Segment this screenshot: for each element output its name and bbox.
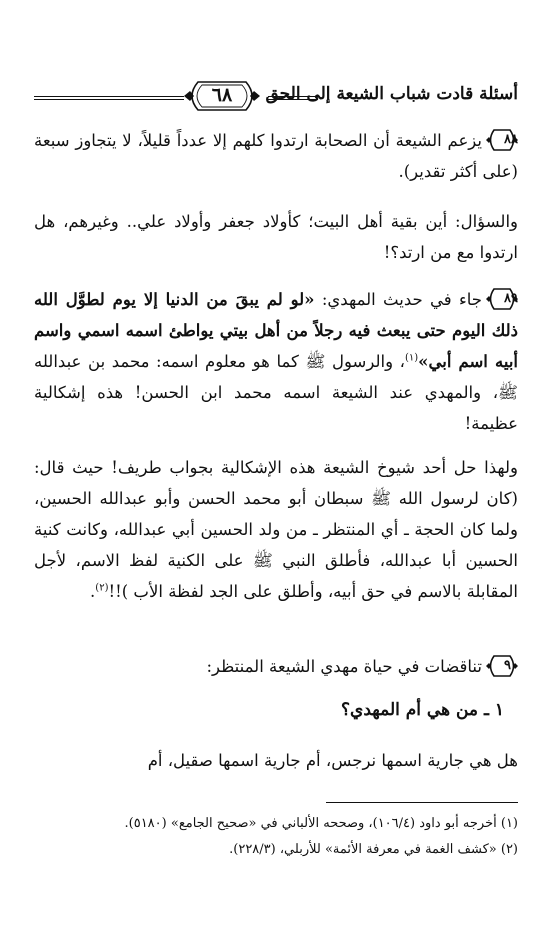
hadith-quote: «لو لم يبقَ من الدنيا إلا يوم لطوَّل الله ذلك اليوم حتى يبعث فيه رجلاً من أهل بيتي يواطئ اسمه اسمي واسم أبيه اسم أبي» [34,290,518,371]
paragraph-q90 [34,651,518,682]
q88-text: يزعم الشيعة أن الصحابة ارتدوا كلهم إلا عدداً قليلاً، لا يتجاوز سبعة (على أكثر تقدير). [34,131,518,181]
paragraph-q89 [34,284,518,439]
footnote-1: (١) أخرجه أبو داود (١٠٦/٤)، وصححه الألباني في «صحيح الجامع» (٥١٨٠). [124,816,518,831]
q90-text: تناقضات في حياة مهدي الشيعة المنتظر: [206,657,482,676]
page-number: ٦٨ [211,84,233,106]
header-rule-left [34,96,184,100]
page-number-ornament [184,79,260,113]
paragraph-q89-answer: ولهذا حل أحد شيوخ الشيعة هذه الإشكالية بجواب طريف! حيث قال: (كان لرسول الله ﷺ سبطان أبو محمد الحسن وأبو عبدالله الحسين، ولما كان الحجة ـ أي المنتظر ـ من ولد الحسين أبي عبدالله، وكانت كنية الحسين أبا عبدالله، فأطلق النبي ﷺ على الكنية لفظ الاسم، لأجل المقابلة بالاسم في حق أبيه، وأطلق على الجد لفظة الأب )!!$^{(٢)}$. [34,458,518,601]
subheading-mahdi-mother: ١ ـ من هي أم المهدي؟ [341,700,504,720]
footnote-2: (٢) «كشف الغمة في معرفة الأئمة» للأربلي، (٢٢٨/٣). [229,842,518,857]
q89-intro: جاء في حديث المهدي: [321,290,483,309]
page-header [34,70,518,114]
question-badge-90: ٩٠ [486,654,518,678]
footnote-ref-1: (١) [404,352,419,364]
q89-rest: ، والرسول ﷺ كما هو معلوم اسمه: محمد بن عبدالله ﷺ، والمهدي عند الشيعة اسمه محمد ابن الحسن! هذه إشكالية عظيمة! [34,352,518,433]
last-paragraph-text: هل هي جارية اسمها نرجس، أم جارية اسمها صقيل، أم [147,751,518,770]
paragraph-q88 [34,125,518,187]
footnote-separator [326,802,518,803]
q88-question-text: والسؤال: أين بقية أهل البيت؛ كأولاد جعفر وأولاد علي.. وغيرهم، هل ارتدوا مع من ارتد؟! [34,212,518,262]
question-badge-88: ٨٨ [486,128,518,152]
paragraph-last [34,745,518,776]
question-badge-89: ٨٩ [486,287,518,311]
footnote-ref-2: (٢) [95,582,109,594]
q89-answer-text: ولهذا حل أحد شيوخ الشيعة هذه الإشكالية بجواب طريف! حيث قال: (كان لرسول الله ﷺ سبطان أبو محمد الحسن وأبو عبدالله الحسين، ولما كان الحجة ـ أي المنتظر ـ من ولد الحسين أبي عبدالله، وكانت كنية الحسين أبا عبدالله، فأطلق النبي ﷺ على الكنية لفظ الاسم، لأجل المقابلة بالاسم في حق أبيه، وأطلق على الجد لفظة الأب )!! [34,458,518,601]
header-rule-right [268,96,318,100]
paragraph-q88-question [34,206,518,268]
running-title: أسئلة قادت شباب الشيعة إلى الحق [265,84,518,104]
